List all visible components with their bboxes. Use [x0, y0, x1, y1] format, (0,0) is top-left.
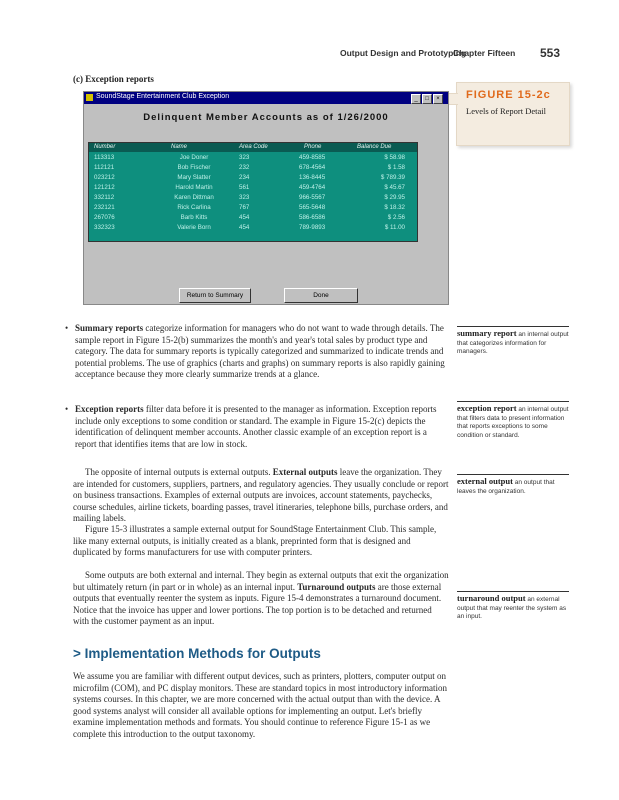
table-cell: 454: [239, 224, 250, 231]
table-cell: 113313: [94, 154, 115, 161]
table-cell: 789-9893: [299, 224, 326, 231]
table-cell: 232121: [94, 204, 115, 211]
window-title: SoundStage Entertainment Club Exception: [96, 93, 230, 100]
table-cell: 121212: [94, 184, 115, 191]
col-number: Number: [94, 144, 116, 150]
table-cell: 678-4564: [299, 164, 326, 171]
section-heading: > Implementation Methods for Outputs: [73, 646, 321, 661]
margin-rule: [457, 591, 569, 592]
table-row[interactable]: [89, 153, 417, 163]
table-cell: 561: [239, 184, 250, 191]
table-cell: 459-8585: [299, 154, 326, 161]
col-area-code: Area Code: [239, 144, 268, 150]
table-cell: 234: [239, 174, 250, 181]
table-cell: 565-5648: [299, 204, 326, 211]
margin-term: summary report: [457, 328, 517, 338]
table-cell: $ 29.95: [384, 194, 405, 201]
p1-rest: leave the organization. They are intended for customers, suppliers, partners, and regulatory agencies. They usually conclude or report on business transactions. Examples of external outputs are invoices, account statements, paychecks, course schedules, airline tickets, boarding passes, travel itineraries, telephone bills, purchase orders, and mailing labels.: [73, 467, 449, 524]
table-cell: 323: [239, 194, 250, 201]
paragraph-external: [73, 467, 449, 525]
margin-def: an internal output that filters data to present information that reports exceptions to some condition or standard.: [457, 406, 569, 439]
paragraph-turnaround: [73, 570, 449, 628]
table-cell: 966-5567: [299, 194, 326, 201]
maximize-button[interactable]: □: [422, 94, 432, 104]
margin-term: external output: [457, 476, 513, 486]
window-titlebar: [84, 92, 448, 104]
table-cell: 332112: [94, 194, 115, 201]
table-cell: 586-6586: [299, 214, 326, 221]
bullet-exception: [65, 404, 448, 450]
app-icon: [86, 94, 93, 101]
margin-term: exception report: [457, 403, 517, 413]
figure-callout: [456, 82, 570, 146]
table-cell: Barb Kitts: [180, 214, 208, 221]
table-cell: $ 45.67: [384, 184, 405, 191]
margin-def: an internal output that categorizes information for managers.: [457, 331, 569, 355]
table-row[interactable]: [89, 163, 417, 173]
table-cell: 454: [239, 214, 250, 221]
exception-report-window: [83, 91, 449, 305]
col-balance: Balance Due: [357, 144, 392, 150]
table-cell: 136-8445: [299, 174, 326, 181]
term-exception: Exception reports: [75, 404, 144, 414]
table-cell: 232: [239, 164, 250, 171]
table-row[interactable]: [89, 213, 417, 223]
table-cell: $ 11.00: [384, 224, 405, 231]
margin-rule: [457, 326, 569, 327]
table-cell: Bob Fischer: [177, 164, 211, 171]
return-to-summary-button[interactable]: Return to Summary: [179, 288, 251, 303]
margin-def: an output that leaves the organization.: [457, 479, 555, 495]
report-heading: Delinquent Member Accounts as of 1/26/2000: [143, 112, 389, 123]
done-button[interactable]: Done: [284, 288, 358, 303]
table-cell: 767: [239, 204, 250, 211]
table-cell: Rick Carlina: [177, 204, 211, 211]
table-cell: 023212: [94, 174, 115, 181]
table-cell: Harold Martin: [175, 184, 213, 191]
header-chapter: Chapter Fifteen: [453, 48, 516, 58]
table-cell: 459-4764: [299, 184, 326, 191]
col-name: Name: [171, 144, 188, 150]
table-cell: Joe Doner: [179, 154, 209, 161]
table-cell: $ 789.39: [380, 174, 405, 181]
page-number: 553: [540, 46, 561, 60]
col-phone: Phone: [304, 144, 322, 150]
figure-caption: Levels of Report Detail: [466, 106, 547, 116]
p3-start: Some outputs are both external and internal. They begin as external outputs that exit the organization but ultimately return (in part or in whole) as an internal input.: [73, 570, 449, 592]
paragraph-figure-15-3: Figure 15-3 illustrates a sample external output for SoundStage Entertainment Club. This sample, like many external outputs, is initially created as a blank, preprinted form that is designed and duplicated by forms manufacturers for use with computer printers.: [73, 524, 437, 558]
margin-term: turnaround output: [457, 593, 526, 603]
bullet-summary: [65, 323, 448, 381]
table-cell: $ 2.56: [387, 214, 405, 221]
table-cell: 332323: [94, 224, 115, 231]
table-cell: 112121: [94, 164, 115, 171]
table-cell: 267076: [94, 214, 115, 221]
margin-def: an external output that may reenter the system as an input.: [457, 596, 567, 620]
bullet-summary-text: categorize information for managers who do not want to wade through details. The sample report in Figure 15-2(b) summarizes the month's and year's total sales by product type and category. The data for summary reports is typically categorized and summarized to indicate trends and potential problems. The use of graphics (charts and graphs) on summary reports is also rapidly gaining acceptance because they more clearly summarize trends at a glance.: [75, 323, 445, 380]
table-row[interactable]: [89, 223, 417, 233]
term-summary: Summary reports: [75, 323, 144, 333]
table-cell: Valerie Born: [177, 224, 211, 231]
bullet-exception-text: filter data before it is presented to the manager as information. Exception reports include only exceptions to some condition or standard. The example in Figure 15-2(c) depicts the identification of delinquent member accounts. Another classic example of an exception report is a report that identifies items that are low in stock.: [75, 404, 437, 449]
minimize-button[interactable]: _: [411, 94, 421, 104]
figure-number: FIGURE 15-2c: [466, 89, 551, 101]
table-row[interactable]: [89, 183, 417, 193]
p1-start: The opposite of internal outputs is external outputs.: [85, 467, 273, 477]
paragraph-implementation: We assume you are familiar with different output devices, such as printers, plotters, computer output on microfilm (COM), and PC display monitors. These are standard topics in most introductory information systems courses. In this chapter, we are more concerned with the actual output than with the device. A good systems analyst will consider all available options for implementing an output. Let's briefly examine implementation methods and formats. You should continue to reference Figure 15-1 as we complete this introduction to the output taxonomy.: [73, 671, 448, 739]
close-button[interactable]: ×: [433, 94, 443, 104]
table-cell: $ 18.32: [384, 204, 405, 211]
bullet-dot: •: [65, 323, 69, 333]
table-row[interactable]: [89, 173, 417, 183]
term-turnaround: Turnaround outputs: [297, 581, 376, 592]
table-cell: 323: [239, 154, 250, 161]
margin-rule: [457, 401, 569, 402]
p3-rest: are those external outputs that eventually reenter the system as inputs. Figure 15-4 demonstrates a turnaround document. Notice that the invoice has upper and lower portions. The top portion is to be detached and returned with the customer payment as an input.: [73, 581, 442, 627]
running-head: [0, 46, 619, 62]
term-external: External outputs: [272, 467, 338, 477]
margin-rule: [457, 474, 569, 475]
table-row[interactable]: [89, 203, 417, 213]
figure-subtitle: (c) Exception reports: [73, 74, 154, 84]
header-title: Output Design and Prototyping: [340, 48, 467, 58]
table-header: [89, 143, 417, 152]
table-cell: $ 58.98: [384, 154, 405, 161]
delinquent-accounts-table: [88, 142, 418, 242]
table-cell: Karen Dittman: [174, 194, 214, 201]
table-row[interactable]: [89, 193, 417, 203]
table-cell: Mary Slatter: [177, 174, 211, 181]
bullet-dot: •: [65, 404, 69, 414]
table-cell: $ 1.58: [387, 164, 405, 171]
